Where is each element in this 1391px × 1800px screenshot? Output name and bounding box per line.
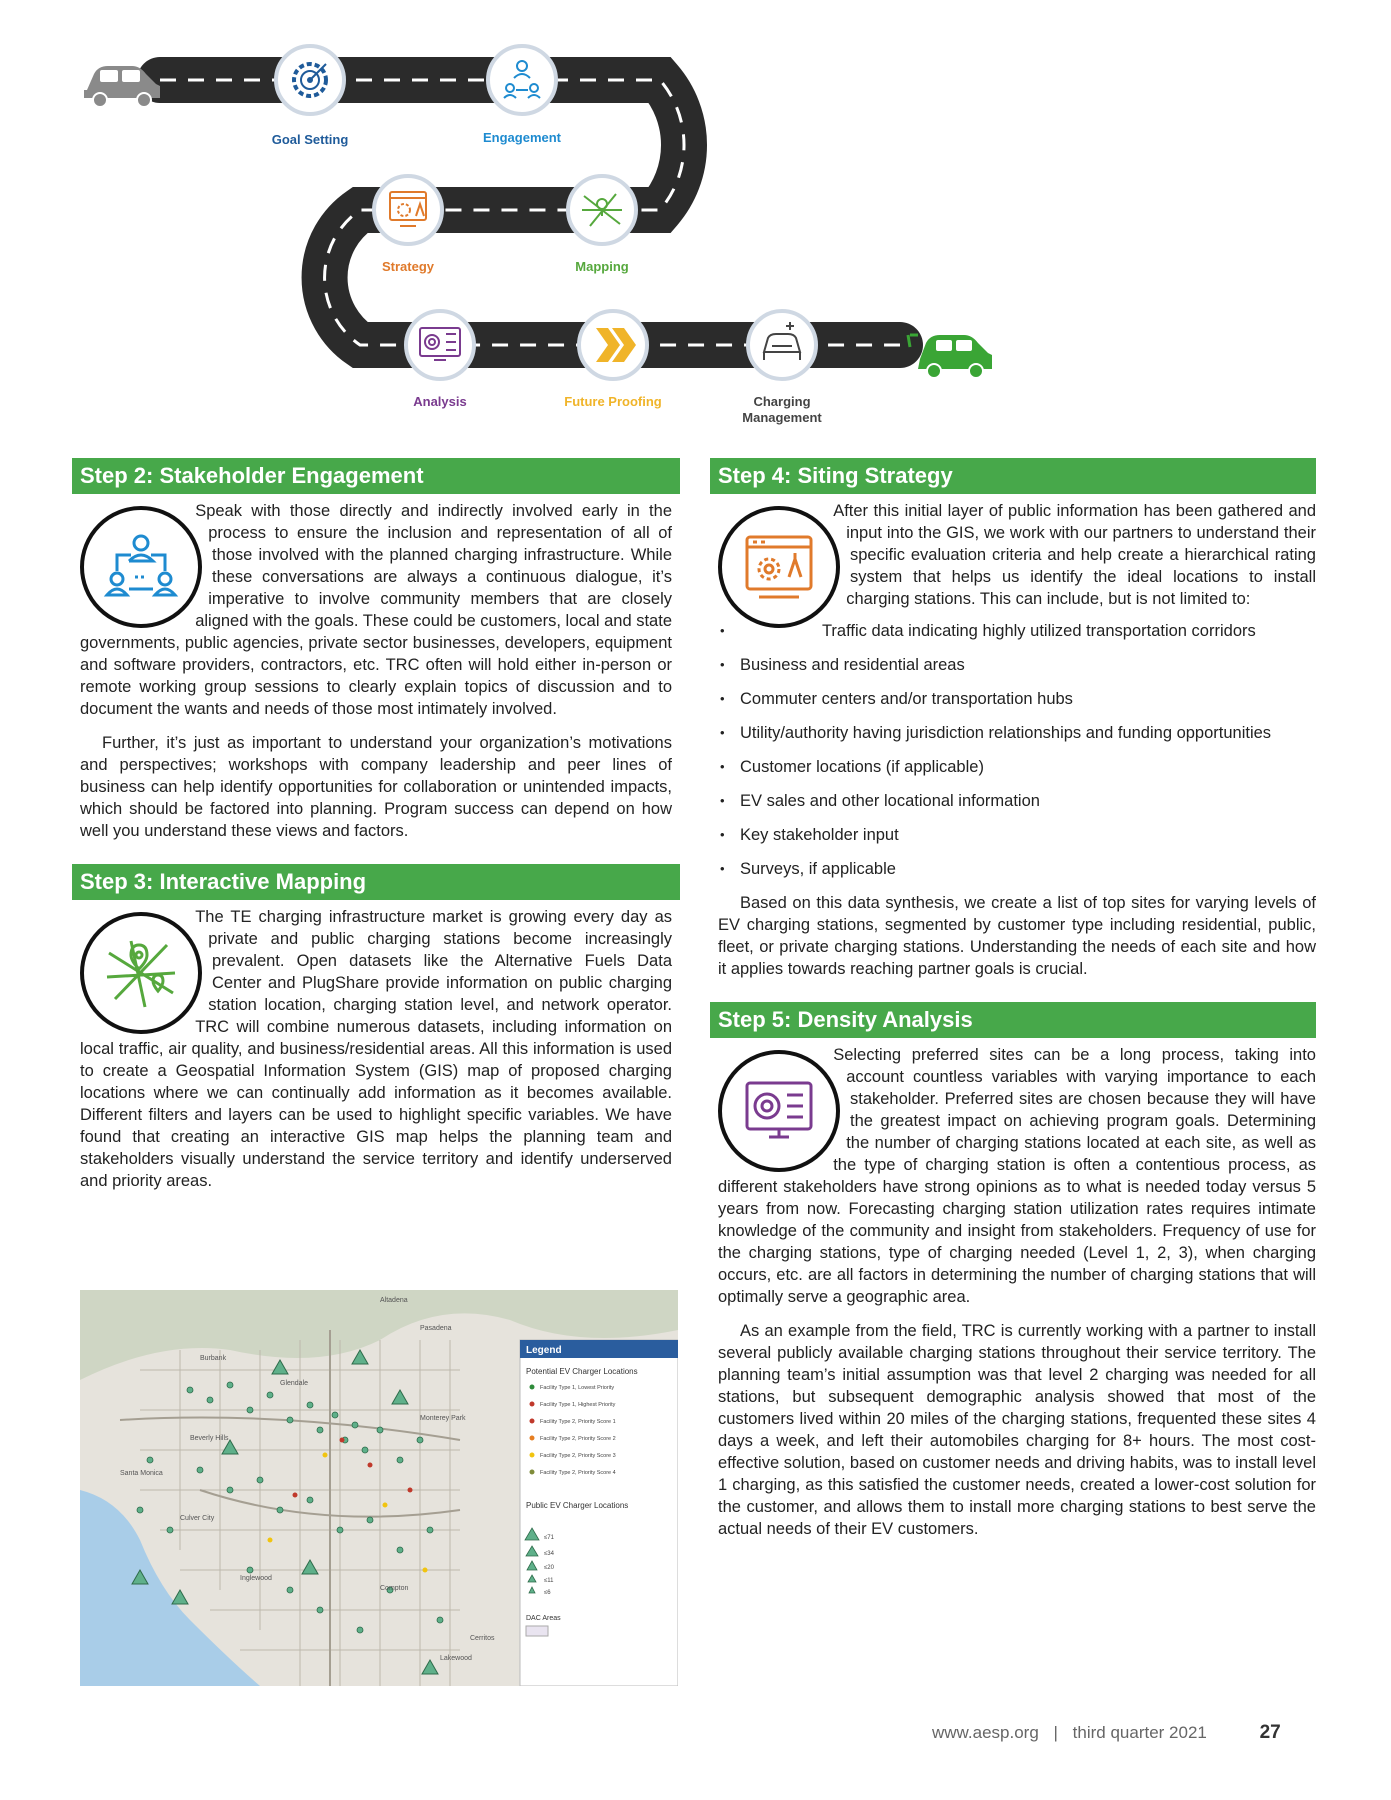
map-place-label: Cerritos — [470, 1635, 495, 1642]
step3-paragraph-1: The TE charging infrastructure market is growing every day as private and public charging stations become increasingly prevalent. Open datasets like the Alternative Fuels Data Center and PlugShare provide information on public charging station location, charging station level, and network operator. TRC will combine numerous datasets, including information on local traffic, air quality, and business/residential areas. All this information is used to create a Geospatial Information System (GIS) map of proposed charging locations where we can continually add information as it becomes available. Different filters and layers can be used to highlight specific variables. We have found that creating an interactive GIS map helps the planning team and stakeholders visually understand the service territory and identify underserved and priority areas. — [80, 908, 672, 1190]
stage-mapping — [568, 176, 636, 274]
footer — [932, 1722, 1281, 1744]
legend-item: ≤71 — [544, 1535, 554, 1541]
page-number: 27 — [1259, 1722, 1281, 1743]
footer-site: www.aesp.org — [932, 1723, 1039, 1742]
stage-analysis — [406, 311, 474, 409]
legend-item: Facility Type 2, Priority Score 1 — [540, 1419, 616, 1425]
stage-label: Charging — [753, 394, 811, 409]
monitor-chart-icon — [739, 1071, 819, 1151]
stage-label: Analysis — [413, 394, 467, 409]
step3-header: Step 3: Interactive Mapping — [72, 864, 680, 900]
legend-title: Legend — [526, 1345, 562, 1356]
stage-engagement — [483, 46, 562, 145]
step2-header: Step 2: Stakeholder Engagement — [72, 458, 680, 494]
footer-separator: | — [1053, 1723, 1058, 1742]
gis-map-graphic — [80, 1290, 678, 1686]
map-place-label: Culver City — [180, 1515, 215, 1522]
map-place-label: Inglewood — [240, 1575, 272, 1582]
legend-item: ≤6 — [544, 1590, 551, 1596]
legend-item: Facility Type 2, Priority Score 3 — [540, 1453, 616, 1459]
legend-item: Facility Type 2, Priority Score 2 — [540, 1436, 616, 1442]
step5-paragraph-2: As an example from the field, TRC is currently working with a partner to install several publicly available charging stations throughout their service territory. The planning team’s initial assumption was that level 2 charging was needed for all stations, but subsequent demographic analysis showed that most of the customers lived within 20 miles of the charging stations, frequented these sites 4 days a week, and left their automobiles charging for 8+ hours. The most cost-effective solution, based on customer needs and driving habits, was to install level 1 charging, as this satisfied the customer needs, created a lower-cost solution for the customer, and allows them to install more charging stations to best serve the actual needs of their EV customers. — [718, 1322, 1316, 1538]
step4-paragraph-1: After this initial layer of public information has been gathered and input into the GIS, we work with our partners to understand their specific evaluation criteria and help create a hierarchical rating system that helps us identify the ideal locations to install charging stations. This can include, but is not limited to: — [833, 502, 1316, 608]
legend-item: ≤20 — [544, 1565, 554, 1571]
stage-strategy — [374, 176, 442, 274]
list-item: • Customer locations (if applicable) — [718, 756, 1316, 778]
step4-criteria-list — [718, 620, 1316, 880]
map-place-label: Monterey Park — [420, 1415, 466, 1422]
stage-label: Future Proofing — [564, 394, 662, 409]
list-item: • EV sales and other locational information — [718, 790, 1316, 812]
map-place-label: Santa Monica — [120, 1470, 163, 1477]
people-network-icon — [101, 527, 181, 607]
stage-label: Strategy — [381, 259, 435, 274]
step5-paragraph-1: Selecting preferred sites can be a long process, taking into account countless variables with varying importance to each stakeholder. Preferred sites are chosen because they will have the greatest impact on achieving program goals. Determining the number of charging stations located at each site, as well as the type of charging station is often a contentious process, as different stakeholders have strong opinions as to what is needed today versus 5 years from now. Forecasting charging station utilization rates requires intimate knowledge of the community and insight from stakeholders. Frequency of use for the charging stations, type of charging needed (Level 1, 2, 3), when charging occurs, etc. are all factors in determining the number of charging stations that will optimally serve a geographic area. — [718, 1046, 1316, 1306]
step2-paragraph-2: Further, it’s just as important to understand your organization’s motivations and perspectives; workshops with company leadership and peer lines of business can help identify opportunities for collaboration or unintended impacts, which should be factored into planning. Program success can depend on how well you understand these views and factors. — [80, 734, 672, 840]
step5-header: Step 5: Density Analysis — [710, 1002, 1316, 1038]
map-place-label: Lakewood — [440, 1655, 472, 1662]
browser-gear-icon — [739, 527, 819, 607]
step3-body — [72, 900, 680, 1192]
list-item: • Traffic data indicating highly utilized transportation corridors — [718, 620, 1316, 642]
step3-icon-circle — [80, 912, 202, 1034]
right-column — [710, 458, 1316, 1540]
map-place-label: Altadena — [380, 1297, 408, 1304]
map-place-label: Compton — [380, 1585, 409, 1592]
map-place-label: Beverly Hills — [190, 1435, 229, 1442]
legend-item: Facility Type 1, Lowest Priority — [540, 1385, 615, 1391]
map-place-label: Burbank — [200, 1355, 227, 1362]
stage-label-line2: Management — [742, 410, 822, 425]
step2-icon-circle — [80, 506, 202, 628]
step4-header: Step 4: Siting Strategy — [710, 458, 1316, 494]
map-place-label: Pasadena — [420, 1325, 452, 1332]
legend-item: ≤11 — [544, 1578, 554, 1584]
list-item: • Key stakeholder input — [718, 824, 1316, 846]
legend-public-title: Public EV Charger Locations — [526, 1501, 629, 1510]
step4-icon-circle — [718, 506, 840, 628]
list-item: • Surveys, if applicable — [718, 858, 1316, 880]
footer-issue: third quarter 2021 — [1072, 1723, 1207, 1742]
step5-icon-circle — [718, 1050, 840, 1172]
legend-potential-title: Potential EV Charger Locations — [526, 1367, 638, 1376]
list-item: • Business and residential areas — [718, 654, 1316, 676]
stage-label: Goal Setting — [271, 132, 349, 147]
step4-paragraph-2: Based on this data synthesis, we create a list of top sites for varying levels of EV charging stations, segmented by customer type including residential, public, fleet, or private charging stations. Understanding the needs of each site and how it applies towards reaching partner goals is crucial. — [718, 894, 1316, 978]
stage-label: Engagement — [482, 130, 562, 145]
list-item: • Commuter centers and/or transportation hubs — [718, 688, 1316, 710]
left-column — [72, 458, 680, 1192]
legend-item: Facility Type 2, Priority Score 4 — [540, 1470, 616, 1476]
legend-item: Facility Type 1, Highest Priority — [540, 1402, 616, 1408]
step2-paragraph-1: Speak with those directly and indirectly involved early in the process to ensure the inclusion and representation of all of those involved with the planned charging infrastructure. While these conversations are always a continuous dialogue, it’s imperative to involve community members that are closely aligned with the goals. These could be customers, local and state governments, public agencies, private sector businesses, developers, equipment and software providers, contractors, etc. TRC often will hold either in-person or remote working group sessions to clearly explain topics of discussion and to document the wants and needs of those most intimately involved. — [80, 502, 672, 718]
stage-goal-setting — [272, 46, 349, 147]
step2-body — [72, 494, 680, 842]
list-item: • Utility/authority having jurisdiction relationships and funding opportunities — [718, 722, 1316, 744]
map-pin-icon — [101, 933, 181, 1013]
step5-body — [710, 1038, 1316, 1540]
step4-body — [710, 494, 1316, 980]
legend-item: ≤34 — [544, 1551, 554, 1557]
legend-dac: DAC Areas — [526, 1615, 561, 1622]
gis-map — [80, 1290, 678, 1686]
stage-label: Mapping — [575, 259, 629, 274]
map-place-label: Glendale — [280, 1380, 309, 1387]
map-legend — [520, 1340, 678, 1686]
roadmap-graphic — [60, 30, 1020, 450]
